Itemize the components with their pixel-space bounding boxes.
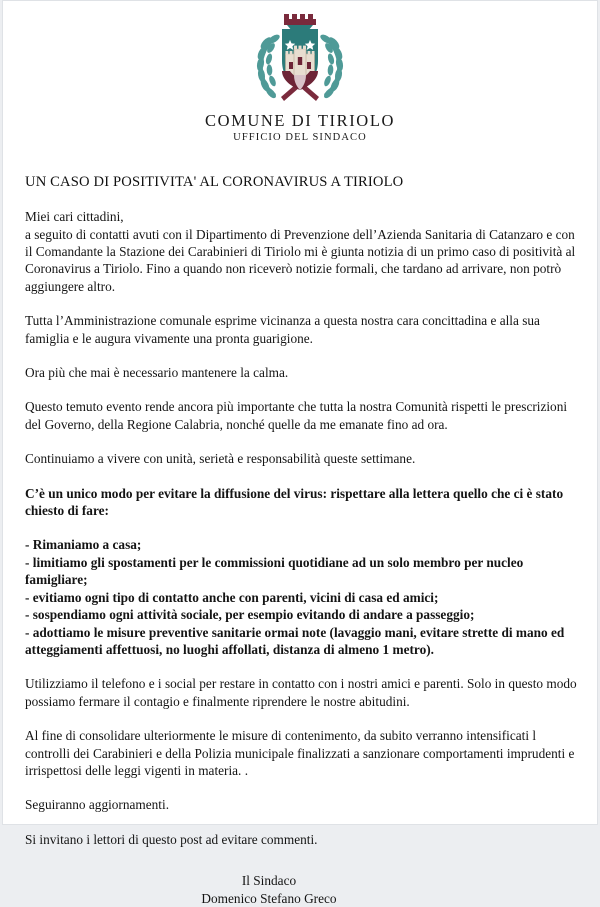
measure-item: - Rimaniamo a casa; xyxy=(25,537,142,553)
paragraph-2-block xyxy=(25,312,579,347)
call-to-action: C’è un unico modo per evitare la diffusione del virus: rispettare alla lettera quello che ci è stato chiesto di fare: xyxy=(25,485,564,519)
paragraph-2: Tutta l’Amministrazione comunale esprime vicinanza a questa nostra cara concittadina e alla sua famiglia e le augura vivamente una pronta guarigione. xyxy=(25,313,540,346)
paragraph-9-block xyxy=(25,831,579,848)
measure-item: - evitiamo ogni tipo di contatto anche con parenti, vicini di casa ed amici; xyxy=(25,589,439,605)
organization-name: COMUNE DI TIRIOLO xyxy=(204,111,396,130)
paragraph-8-block xyxy=(25,796,579,813)
paragraph-3: Ora più che mai è necessario mantenere la calma. xyxy=(25,365,289,381)
measure-item: - sospendiamo ogni attività sociale, per esempio evitando di andare a passeggio; xyxy=(25,607,475,623)
paragraph-4-block xyxy=(25,398,579,433)
measure-item: - limitiamo gli spostamenti per le commissioni quotidiane ad un solo membro per nucleo famigliare; xyxy=(25,554,524,588)
signature-block xyxy=(25,872,579,907)
signature-name: Domenico Stefano Greco xyxy=(201,890,337,906)
office-name: UFFICIO DEL SINDACO xyxy=(233,132,367,144)
document-header xyxy=(3,1,597,144)
intro-block xyxy=(25,208,579,295)
measure-item: - adottiamo le misure preventive sanitarie ormai note (lavaggio mani, evitare strette di mano ed atteggiamenti affettuosi, no luoghi affollati, distanza di almeno 1 metro). xyxy=(25,624,565,657)
call-to-action-block xyxy=(25,485,579,520)
paragraph-6: Utilizziamo il telefono e i social per restare in contatto con i nostri amici e parenti. Solo in questo modo possiamo fermare il contagio e finalmente riprendere le nostre abitudini. xyxy=(25,676,577,709)
paragraph-8: Seguiranno aggiornamenti. xyxy=(25,797,170,813)
measures-list xyxy=(25,536,579,658)
paragraph-3-block xyxy=(25,364,579,381)
paragraph-1: a seguito di contatti avuti con il Dipartimento di Prevenzione dell’Azienda Sanitaria di Catanzaro e con il Comandante la Stazione dei Carabinieri di Tiriolo mi è giunta notizia di un primo caso di positività al Coronavirus a Tiriolo. Fino a quando non riceverò notizie formali, che tardano ad arrivare, non potrò aggiungere altro. xyxy=(25,226,576,294)
paragraph-5-block xyxy=(25,450,579,467)
greeting-line: Miei cari cittadini, xyxy=(25,209,124,225)
signature-role: Il Sindaco xyxy=(241,873,297,889)
document-page xyxy=(2,0,598,906)
paragraph-6-block xyxy=(25,675,579,710)
page-title: UN CASO DI POSITIVITA' AL CORONAVIRUS A TIRIOLO xyxy=(25,173,404,190)
paragraph-9: Si invitano i lettori di questo post ad evitare commenti. xyxy=(25,831,318,847)
comune-di-tiriolo-coat-of-arms-icon xyxy=(240,9,360,105)
document-body xyxy=(3,174,597,907)
paragraph-4: Questo temuto evento rende ancora più importante che tutta la nostra Comunità rispetti le prescrizioni del Governo, della Regione Calabria, nonché quelle da me emanate fino ad ora. xyxy=(25,399,568,432)
paragraph-7: Al fine di consolidare ulteriormente le misure di contenimento, da subito verranno intensificati l controlli dei Carabinieri e della Polizia municipale finalizzati a sanzionare comportamenti imprudenti e irrispettosi delle leggi vigenti in materia. . xyxy=(25,728,575,778)
paragraph-7-block xyxy=(25,727,579,779)
paragraph-5: Continuiamo a vivere con unità, serietà e responsabilità queste settimane. xyxy=(25,451,416,467)
